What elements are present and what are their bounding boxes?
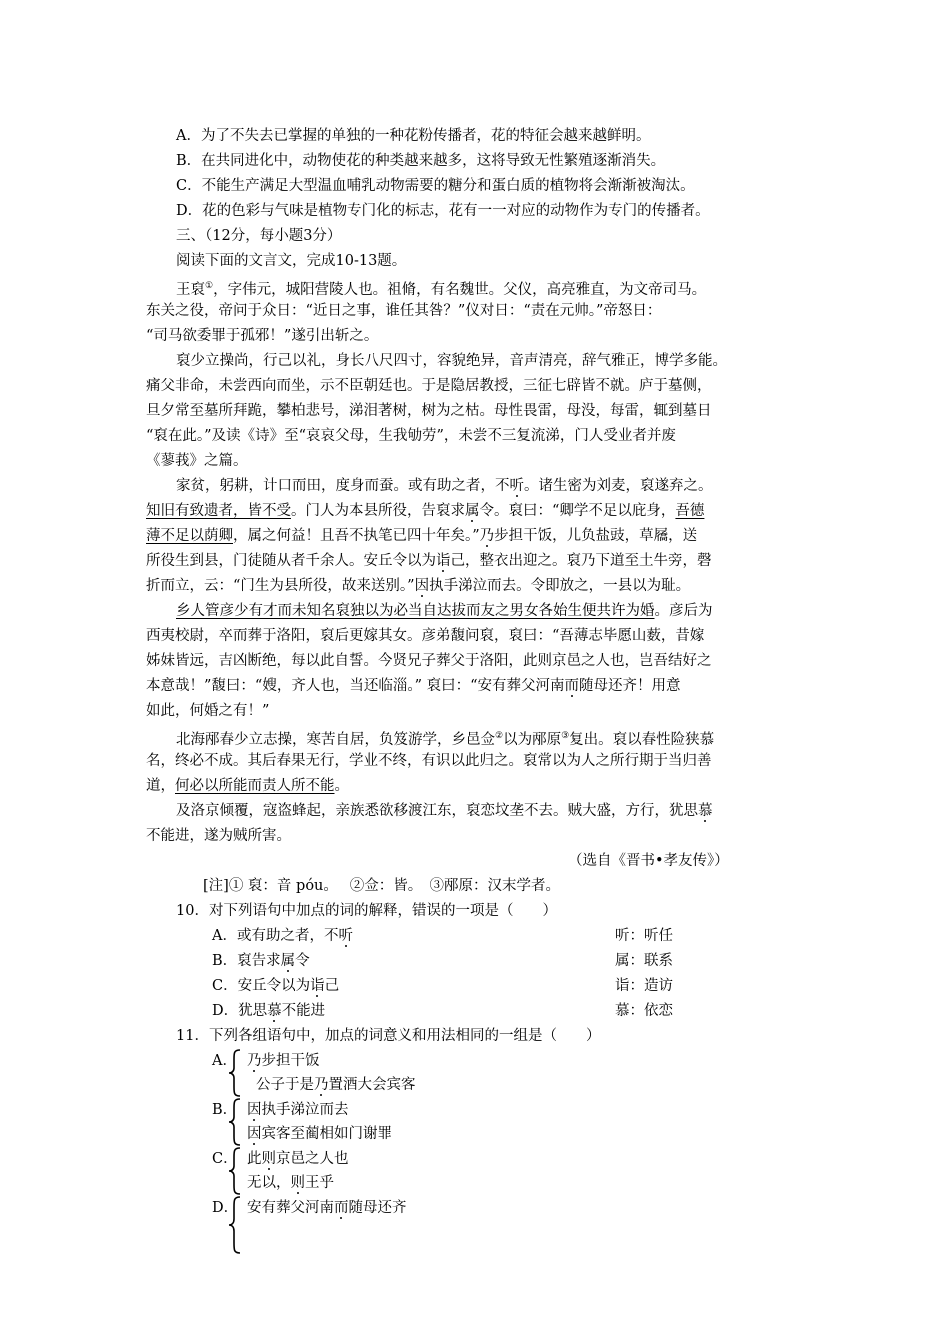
brace-icon	[227, 1049, 243, 1097]
text: 所役生到县，门徒随从者千余人。安丘令以为	[146, 553, 436, 569]
q9-option-b: B．在共同进化中，动物使花的种类越来越多，这将导致无性繁殖逐渐消失。	[176, 153, 666, 169]
passage-p6-line1	[176, 801, 713, 821]
q11-option-b-label[interactable]: B．	[212, 1102, 238, 1118]
text: 随母还齐！用意	[579, 678, 681, 694]
text: 京邑之人也	[276, 1151, 349, 1167]
q11-option-c-line2	[247, 1173, 334, 1193]
passage-p2-line3: 旦夕常至墓所拜跪，攀柏悲号，涕泪著树，树为之枯。母性畏雷，母没，每雷，辄到墓日	[146, 403, 712, 419]
passage-p3-line1	[176, 476, 713, 496]
text: 公子于是	[256, 1077, 314, 1093]
text: 。门人为本县所役，告裒求	[291, 503, 465, 519]
text: 执手涕泣而去。令即放之，一县以为耻。	[429, 578, 691, 594]
text: A．或有助之者，不	[212, 928, 339, 944]
dotted-word: 诣	[310, 978, 325, 994]
text: 随母还齐	[348, 1200, 407, 1216]
underlined-sentence: 吾德	[675, 503, 705, 519]
passage-source: （选自《晋书•孝友传》）	[568, 853, 729, 869]
passage-p5-line2: 名，终必不成。其后春果无行，学业不终，有识以此归之。裒常以为人之所行期于当归善	[146, 753, 712, 769]
passage-p4-line2: 西夷校尉，卒而葬于洛阳，裒后更嫁其女。彦弟馥问裒，裒曰：“吾薄志毕愿山薮，昔嫁	[146, 628, 705, 644]
passage-p5-line3	[146, 776, 349, 796]
dotted-word: 乃	[314, 1077, 329, 1093]
text: 王乎	[305, 1175, 334, 1191]
dotted-word: 乃	[247, 1053, 262, 1069]
dotted-word: 属	[465, 503, 480, 519]
dotted-word: 乃	[479, 528, 495, 544]
text: 。诸生密为刘麦，裒遂弃之。	[524, 478, 713, 494]
dotted-word: 则	[261, 1151, 276, 1167]
q11-option-d-line1	[247, 1198, 407, 1218]
q10-option-d-gloss: 慕：依恋	[615, 1003, 673, 1019]
dotted-word: 听	[338, 928, 353, 944]
dotted-word: 因	[247, 1102, 262, 1118]
text: 道，	[146, 778, 175, 794]
text: 步担干饭，儿负盐豉，草屩，送	[494, 528, 698, 544]
q10-option-c[interactable]	[212, 976, 339, 996]
text: 此	[247, 1151, 262, 1167]
q11-option-b-line1	[247, 1100, 349, 1120]
passage-p4-line3: 姊妹皆远，吉凶断绝，每以此自誓。今贤兄子葬父于洛阳，此则京邑之人也，岂吾结好之	[146, 653, 712, 669]
q11-option-c-label[interactable]: C．	[212, 1151, 238, 1167]
text: 步担干饭	[261, 1053, 320, 1069]
text: 本意哉！”馥曰：“嫂，齐人也，当还临淄。” 裒曰：“安有葬父河南	[146, 678, 565, 694]
text: 己，整衣出迎之。裒乃下道至土牛旁，磬	[450, 553, 712, 569]
text: C．安丘令以为	[212, 978, 311, 994]
q10-option-b[interactable]	[212, 951, 310, 971]
passage-p4-line4	[146, 676, 681, 696]
text: 宾客至蔺相如门谢罪	[261, 1126, 392, 1142]
q9-option-a: A．为了不失去已掌握的单独的一种花粉传播者，花的特征会越来越鲜明。	[176, 128, 651, 144]
passage-p1-line3: “司马欲委罪于孤邪！”遂引出斩之。	[146, 328, 379, 344]
text: D．犹思	[212, 1003, 268, 1019]
text: 。	[334, 778, 349, 794]
q11-stem: 11．下列各组语句中，加点的词意义和用法相同的一组是（ ）	[176, 1028, 601, 1044]
passage-p2-line1: 裒少立操尚，行己以礼，身长八尺四寸，容貌绝异，音声清亮，辞气雅正，博学多能。	[176, 353, 727, 369]
q11-option-a-label[interactable]: A．	[212, 1053, 237, 1069]
text: ，字伟元，城阳营陵人也。祖脩，有名魏世。父仪，高亮雅直，为文帝司马。	[213, 281, 707, 298]
underlined-sentence: 乡人管彦少有才而未知名裒独以为必当自达拔而友之男女各始生便共许为婚	[176, 603, 655, 619]
q9-option-c: C．不能生产满足大型温血哺乳动物需要的糖分和蛋白质的植物将会渐渐被淘汰。	[176, 178, 695, 194]
dotted-word: 诣	[436, 553, 451, 569]
text: ，属之何益！且吾不执笔已四十年矣。”	[233, 528, 480, 544]
underlined-sentence: 薄不足以荫卿	[146, 528, 233, 544]
q10-option-d[interactable]	[212, 1001, 325, 1021]
text: 复出。裒以春性险狭慕	[569, 731, 715, 748]
passage-p2-line2: 痛父非命，未尝西向而坐，示不臣朝廷也。于是隐居教授，三征七辟皆不就。庐于墓侧，	[146, 378, 712, 394]
brace-icon	[227, 1098, 243, 1146]
text: 折而立，云：“门生为县所役，故来送别。”	[146, 578, 415, 594]
footnote-marker: ②	[495, 731, 504, 741]
passage-p2-line4: “裒在此。”及读《诗》至“哀哀父母，生我劬劳”，未尝不三复流涕，门人受业者并废	[146, 428, 676, 444]
dotted-word: 则	[290, 1175, 305, 1191]
q11-option-b-line2	[247, 1124, 392, 1144]
q11-option-c-line1	[247, 1149, 349, 1169]
footnote-marker: ①	[205, 281, 214, 291]
text: B．裒告求	[212, 953, 281, 969]
dotted-word: 慕	[267, 1003, 282, 1019]
passage-p5-line1	[176, 726, 714, 750]
q11-option-a-line1	[247, 1051, 320, 1071]
q10-option-b-gloss: 属：联系	[615, 953, 673, 969]
dotted-word: 而	[334, 1200, 349, 1216]
q11-option-d-label[interactable]: D．	[212, 1200, 239, 1216]
passage-p6-line2: 不能进，遂为贼所害。	[146, 828, 291, 844]
q10-option-c-gloss: 诣：造访	[615, 978, 673, 994]
text: 安有葬父河南	[247, 1200, 334, 1216]
text: 执手涕泣而去	[261, 1102, 349, 1118]
passage-p2-line5: 《蓼莪》之篇。	[146, 453, 248, 469]
underlined-sentence: 何必以所能而责人所不能	[175, 778, 335, 794]
q10-stem: 10．对下列语句中加点的词的解释，错误的一项是（ ）	[176, 903, 557, 919]
text: 王裒	[176, 281, 205, 298]
passage-p3-line4	[146, 551, 712, 571]
passage-notes: [注]① 裒：音 póu。 ②佥：皆。 ③邴原：汉末学者。	[203, 878, 560, 894]
passage-p3-line5	[146, 576, 690, 596]
dotted-word: 慕	[698, 803, 713, 819]
brace-icon	[227, 1147, 243, 1195]
q10-option-a-gloss: 听：听任	[615, 928, 673, 944]
dotted-word: 属	[280, 953, 296, 969]
text: 家贫，躬耕，计口而田，度身而蚕。或有助之者，不	[176, 478, 510, 494]
passage-p1-line1	[176, 276, 706, 300]
section-title: 三、（12分，每小题3分）	[176, 228, 342, 244]
passage-p3-line2	[146, 501, 704, 521]
text: 令	[295, 953, 310, 969]
text: 置酒大会宾客	[328, 1077, 416, 1093]
dotted-word: 因	[247, 1126, 262, 1142]
text: 。彦后为	[654, 603, 713, 619]
dotted-word: 因	[414, 578, 430, 594]
text: 无以，	[247, 1175, 291, 1191]
dotted-word: 听	[509, 478, 524, 494]
text: 不能进	[281, 1003, 326, 1019]
brace-icon	[227, 1196, 243, 1254]
text: 北海邴春少立志操，寒苦自居，负笈游学，乡邑佥	[176, 731, 495, 748]
q9-option-d: D．花的色彩与气味是植物专门化的标志，花有一一对应的动物作为专门的传播者。	[176, 203, 710, 219]
footnote-marker: ③	[561, 731, 570, 741]
text: 令。裒曰：“卿学不足以庇身，	[479, 503, 676, 519]
passage-p4-line5: 如此，何婚之有！”	[146, 703, 270, 719]
section-instruction: 阅读下面的文言文，完成10-13题。	[176, 253, 407, 269]
q10-option-a[interactable]	[212, 926, 353, 946]
dotted-word: 而	[564, 678, 580, 694]
passage-p3-line3	[146, 526, 697, 546]
passage-p4-line1	[176, 601, 713, 621]
q11-option-a-line2	[256, 1075, 416, 1095]
text: 以为邴原	[503, 731, 562, 748]
text: 及洛京倾覆，寇盗蜂起，亲族悉欲移渡江东，裒恋坟垄不去。贼大盛，方行，犹思	[176, 803, 698, 819]
underlined-sentence: 知旧有致遗者，皆不受	[146, 503, 291, 519]
text: 己	[324, 978, 340, 994]
passage-p1-line2: 东关之役，帝问于众日：“近日之事，谁任其咎？”仪对日：“责在元帅。”帝怒日：	[146, 303, 662, 319]
